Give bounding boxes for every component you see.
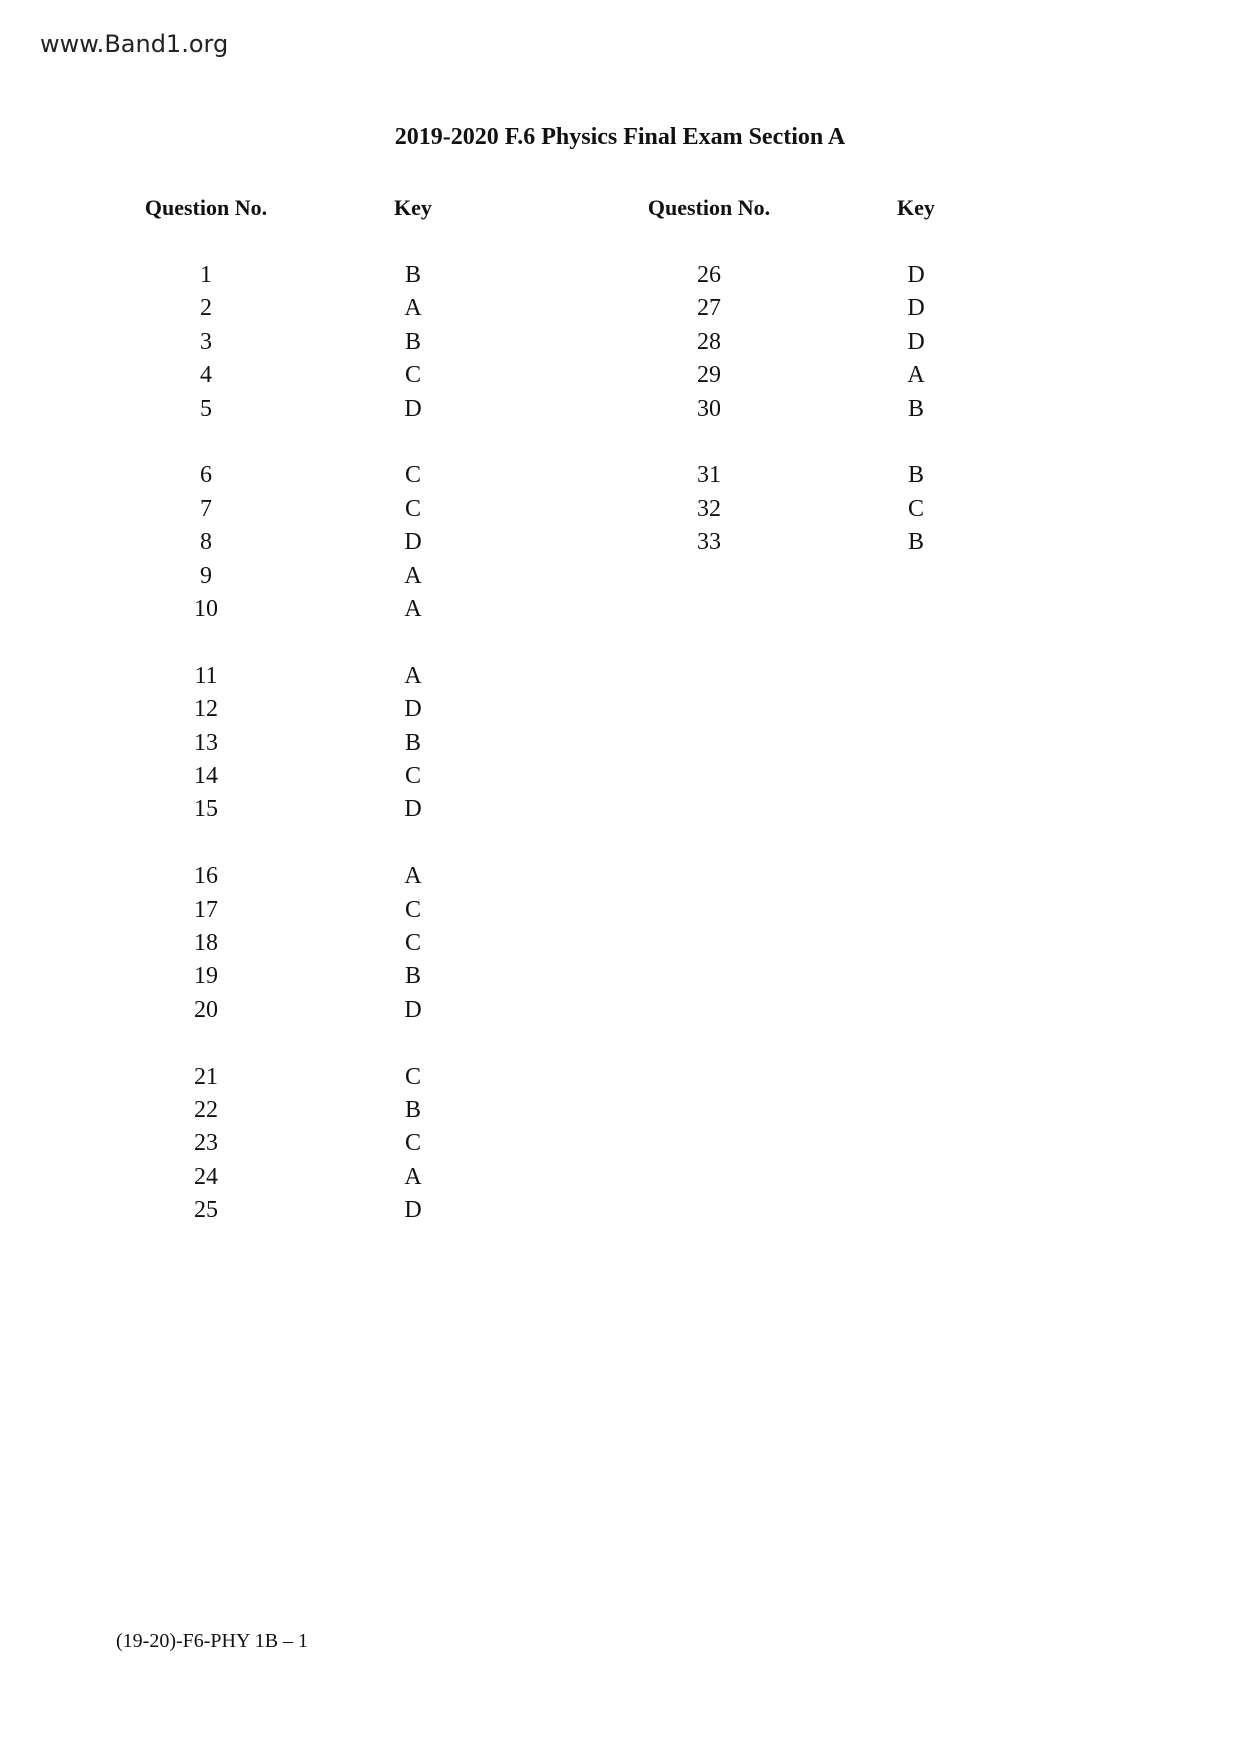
answer-key: A <box>404 662 422 689</box>
question-column-header-right: Question No. <box>647 195 771 220</box>
question-number: 18 <box>194 930 218 956</box>
answer-key: D <box>404 996 422 1023</box>
answer-key: D <box>404 696 422 723</box>
question-column-header-left: Question No. <box>144 195 268 220</box>
answer-key: C <box>404 462 422 489</box>
answer-key: A <box>404 1163 422 1190</box>
answer-key: B <box>404 328 422 355</box>
answer-key: D <box>907 295 925 322</box>
answer-key: B <box>907 529 925 556</box>
question-number: 6 <box>200 462 212 489</box>
answer-key: C <box>404 495 422 522</box>
answer-key: B <box>907 462 925 489</box>
answer-key: C <box>404 763 422 789</box>
question-number: 4 <box>200 362 212 389</box>
key-column-header-right: Key <box>897 195 935 220</box>
question-number: 32 <box>697 495 721 522</box>
question-number: 17 <box>194 896 218 923</box>
answer-key: C <box>404 1063 422 1090</box>
question-number: 9 <box>200 562 212 589</box>
answer-key: A <box>404 562 422 589</box>
answer-key: C <box>404 362 422 389</box>
answer-key: B <box>907 395 925 422</box>
question-number: 14 <box>194 763 218 789</box>
question-number: 5 <box>200 395 212 422</box>
question-number: 26 <box>697 262 721 288</box>
answer-key: A <box>404 295 422 322</box>
question-number: 16 <box>194 863 218 890</box>
answer-key: D <box>404 529 422 556</box>
question-number: 31 <box>697 462 721 489</box>
answer-key: C <box>404 896 422 923</box>
answer-key: A <box>404 863 422 890</box>
answer-key: A <box>907 362 925 389</box>
answer-key: B <box>404 729 422 756</box>
page-title: 2019-2020 F.6 Physics Final Exam Section A <box>394 124 846 150</box>
answer-key: D <box>907 328 925 355</box>
answer-key: D <box>404 395 422 422</box>
question-number: 15 <box>194 796 218 823</box>
question-number: 30 <box>697 395 721 422</box>
footer-code: (19-20)-F6-PHY 1B – 1 <box>116 1630 309 1652</box>
answer-key: B <box>404 963 422 990</box>
answer-key: D <box>907 262 925 288</box>
answer-key: C <box>404 930 422 956</box>
question-number: 29 <box>697 362 721 389</box>
question-number: 12 <box>194 696 218 723</box>
key-column-header-left: Key <box>394 195 432 220</box>
question-number: 28 <box>697 328 721 355</box>
question-number: 19 <box>194 963 218 990</box>
question-number: 10 <box>194 596 218 622</box>
question-number: 23 <box>194 1130 218 1157</box>
question-number: 8 <box>200 529 212 556</box>
answer-key: C <box>907 495 925 522</box>
question-number: 7 <box>200 495 212 522</box>
watermark: www.Band1.org <box>40 30 229 58</box>
question-number: 3 <box>200 328 212 355</box>
answer-key: D <box>404 796 422 823</box>
question-number: 24 <box>194 1163 218 1190</box>
question-number: 20 <box>194 996 218 1023</box>
question-number: 27 <box>697 295 721 322</box>
question-number: 11 <box>194 662 218 689</box>
answer-key: B <box>404 1097 422 1123</box>
answer-key: A <box>404 596 422 622</box>
question-number: 25 <box>194 1197 218 1224</box>
question-number: 2 <box>200 295 212 322</box>
answer-key: C <box>404 1130 422 1157</box>
answer-key: B <box>404 262 422 288</box>
question-number: 13 <box>194 729 218 756</box>
question-number: 21 <box>194 1063 218 1090</box>
answer-key: D <box>404 1197 422 1224</box>
question-number: 33 <box>697 529 721 556</box>
question-number: 22 <box>194 1097 218 1123</box>
question-number: 1 <box>200 262 212 288</box>
